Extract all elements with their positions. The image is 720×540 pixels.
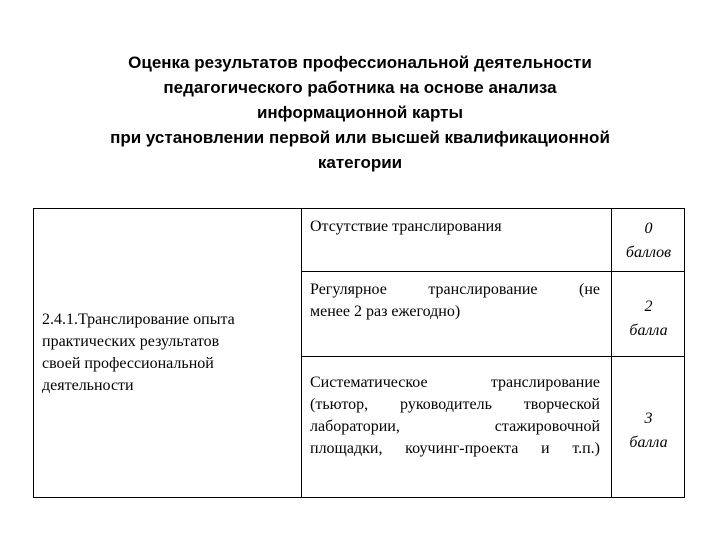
score-value: 2 [644, 298, 653, 315]
level-description [310, 279, 600, 323]
level-line: Систематическое транслирование [310, 374, 600, 391]
title-line: педагогического работника на основе анализа [163, 78, 557, 97]
row-divider [301, 271, 684, 272]
row-divider [301, 356, 684, 357]
criterion-line: 2.4.1.Транслирование опыта [42, 311, 235, 328]
criterion-line: деятельности [42, 377, 134, 394]
evaluation-table [33, 208, 685, 498]
level-score [612, 295, 685, 343]
criterion-line: своей профессиональной [42, 355, 214, 372]
level-line: менее 2 раз ежегодно) [310, 303, 461, 320]
level-score [612, 407, 685, 455]
level-line: Отсутствие транслирования [310, 218, 502, 235]
page-title [40, 50, 680, 175]
level-line: площадки, коучинг-проекта и т.п.) [310, 440, 600, 457]
title-line: информационной карты [256, 103, 464, 122]
title-line: категории [317, 153, 403, 172]
score-unit: балла [629, 434, 668, 451]
level-line: лаборатории, стажировочной [310, 418, 600, 435]
level-line: (тьютор, руководитель творческой [310, 396, 600, 413]
level-line: Регулярное транслирование (не [310, 281, 600, 298]
column-divider [301, 209, 302, 497]
criterion-cell [42, 309, 292, 397]
score-value: 3 [644, 410, 653, 427]
score-unit: балла [629, 322, 668, 339]
level-description [310, 372, 600, 460]
title-line: при установлении первой или высшей квалификационной [110, 128, 610, 147]
score-value: 0 [644, 220, 653, 237]
title-line: Оценка результатов профессиональной деятельности [128, 53, 592, 72]
level-score [612, 217, 685, 265]
score-unit: баллов [625, 244, 672, 261]
criterion-line: практических результатов [42, 333, 220, 350]
level-description [310, 216, 602, 238]
